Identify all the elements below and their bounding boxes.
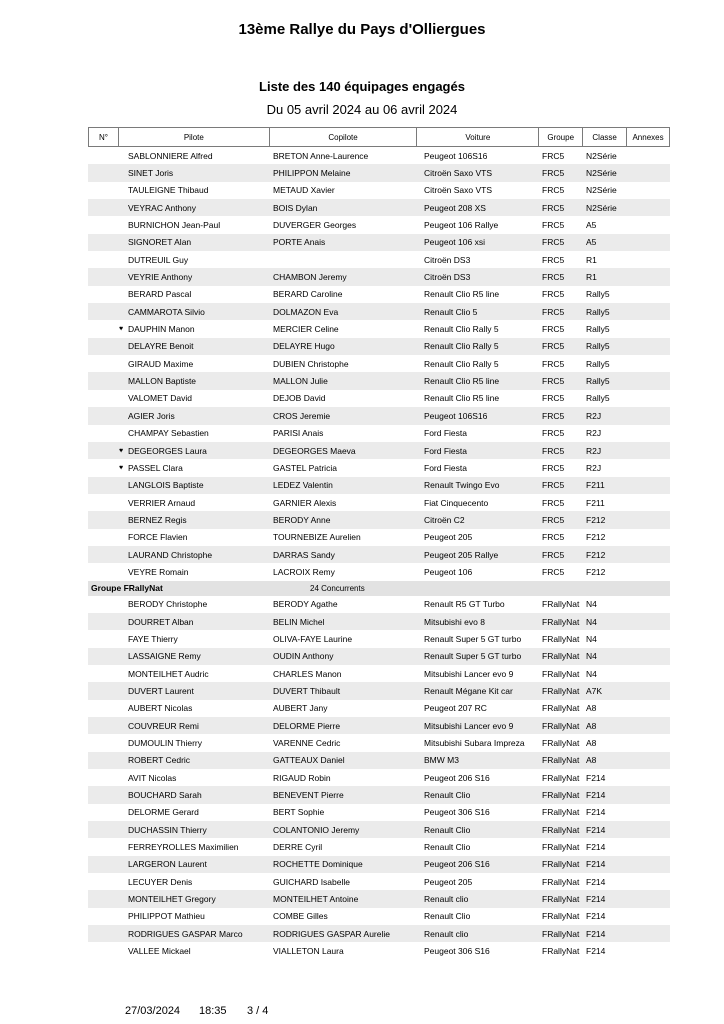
- cell-classe: R1: [586, 254, 597, 265]
- cell-groupe: FRallyNat: [542, 633, 580, 644]
- group-label: Groupe FRallyNat: [91, 583, 163, 594]
- table-row: [88, 596, 670, 613]
- cell-voiture: Peugeot 106S16: [424, 410, 488, 421]
- table-row: [88, 234, 670, 251]
- cell-voiture: Citroën DS3: [424, 272, 471, 283]
- cell-pilote: AUBERT Nicolas: [128, 703, 193, 714]
- cell-classe: F214: [586, 894, 606, 905]
- cell-copilote: COMBE Gilles: [273, 911, 328, 922]
- cell-classe: A8: [586, 720, 597, 731]
- cell-pilote: ♥ DAUPHIN Manon: [119, 324, 195, 335]
- cell-voiture: Mitsubishi Lancer evo 9: [424, 720, 514, 731]
- group-competitor-count: 24 Concurrents: [310, 583, 365, 593]
- cell-pilote: ROBERT Cedric: [128, 755, 191, 766]
- cell-pilote: FERREYROLLES Maximilien: [128, 842, 239, 853]
- cell-copilote: RODRIGUES GASPAR Aurelie: [273, 928, 390, 939]
- table-row: [88, 182, 670, 199]
- cell-voiture: Ford Fiesta: [424, 428, 467, 439]
- cell-classe: F211: [586, 497, 605, 508]
- cell-groupe: FRallyNat: [542, 755, 580, 766]
- table-row: [88, 890, 670, 907]
- table-row: [88, 338, 670, 355]
- column-header-classe: Classe: [582, 128, 626, 146]
- cell-pilote: SIGNORET Alan: [128, 237, 192, 248]
- cell-classe: Rally5: [586, 376, 610, 387]
- cell-voiture: Renault Clio R5 line: [424, 376, 500, 387]
- cell-copilote: GARNIER Alexis: [273, 497, 337, 508]
- table-row: [88, 873, 670, 890]
- cell-classe: N4: [586, 668, 597, 679]
- cell-groupe: FRC5: [542, 497, 565, 508]
- cell-classe: A5: [586, 237, 597, 248]
- cell-voiture: Renault Clio: [424, 790, 471, 801]
- cell-voiture: Peugeot 207 RC: [424, 703, 487, 714]
- cell-classe: Rally5: [586, 393, 610, 404]
- cell-copilote: TOURNEBIZE Aurelien: [273, 532, 361, 543]
- cell-pilote: COUVREUR Remi: [128, 720, 199, 731]
- cell-copilote: DEJOB David: [273, 393, 326, 404]
- table-row: [88, 665, 670, 682]
- cell-groupe: FRallyNat: [542, 842, 580, 853]
- table-row: [88, 425, 670, 442]
- cell-classe: F212: [586, 532, 606, 543]
- female-heart-icon: ♥: [119, 325, 124, 333]
- cell-classe: R2J: [586, 462, 602, 473]
- cell-copilote: PHILIPPON Melaine: [273, 168, 351, 179]
- cell-copilote: COLANTONIO Jeremy: [273, 824, 360, 835]
- cell-copilote: MERCIER Celine: [273, 324, 339, 335]
- table-row: [88, 320, 670, 337]
- cell-classe: F214: [586, 772, 606, 783]
- table-row: [88, 216, 670, 233]
- cell-copilote: PARISI Anais: [273, 428, 324, 439]
- cell-groupe: FRC5: [542, 341, 565, 352]
- cell-voiture: Renault R5 GT Turbo: [424, 599, 505, 610]
- table-row: [88, 908, 670, 925]
- cell-voiture: Peugeot 106: [424, 566, 473, 577]
- cell-groupe: FRC5: [542, 410, 565, 421]
- cell-voiture: Citroën DS3: [424, 254, 471, 265]
- cell-voiture: Renault Super 5 GT turbo: [424, 651, 522, 662]
- cell-groupe: FRC5: [542, 514, 565, 525]
- cell-copilote: BERODY Agathe: [273, 599, 338, 610]
- column-header-annexes: Annexes: [626, 128, 669, 146]
- cell-classe: F214: [586, 807, 606, 818]
- cell-pilote: BERARD Pascal: [128, 289, 192, 300]
- cell-copilote: AUBERT Jany: [273, 703, 328, 714]
- cell-copilote: RIGAUD Robin: [273, 772, 331, 783]
- cell-classe: F212: [586, 549, 606, 560]
- cell-copilote: METAUD Xavier: [273, 185, 335, 196]
- cell-pilote: AGIER Joris: [128, 410, 175, 421]
- table-row: [88, 442, 670, 459]
- cell-groupe: FRC5: [542, 168, 565, 179]
- cell-groupe: FRallyNat: [542, 946, 580, 957]
- table-row: [88, 856, 670, 873]
- cell-groupe: FRC5: [542, 445, 565, 456]
- table-row: [88, 268, 670, 285]
- cell-copilote: DARRAS Sandy: [273, 549, 335, 560]
- cell-voiture: Mitsubishi Lancer evo 9: [424, 668, 514, 679]
- cell-classe: F214: [586, 911, 606, 922]
- cell-groupe: FRC5: [542, 254, 565, 265]
- cell-classe: N4: [586, 651, 597, 662]
- cell-copilote: DELAYRE Hugo: [273, 341, 335, 352]
- cell-pilote: FAYE Thierry: [128, 633, 178, 644]
- cell-pilote: BERODY Christophe: [128, 599, 208, 610]
- cell-groupe: FRC5: [542, 549, 565, 560]
- cell-voiture: Peugeot 208 XS: [424, 202, 486, 213]
- table-row: [88, 821, 670, 838]
- table-row: [88, 648, 670, 665]
- cell-classe: F214: [586, 842, 606, 853]
- cell-copilote: DUBIEN Christophe: [273, 358, 349, 369]
- cell-classe: N2Série: [586, 168, 617, 179]
- cell-copilote: GASTEL Patricia: [273, 462, 337, 473]
- table-row: [88, 838, 670, 855]
- cell-pilote: TAULEIGNE Thibaud: [128, 185, 209, 196]
- cell-groupe: FRC5: [542, 376, 565, 387]
- cell-classe: N2Série: [586, 150, 617, 161]
- cell-classe: Rally5: [586, 324, 610, 335]
- cell-groupe: FRC5: [542, 220, 565, 231]
- cell-voiture: Ford Fiesta: [424, 445, 467, 456]
- cell-pilote: DELAYRE Benoit: [128, 341, 194, 352]
- cell-pilote: CAMMAROTA Silvio: [128, 306, 205, 317]
- cell-voiture: Fiat Cinquecento: [424, 497, 489, 508]
- cell-classe: N4: [586, 599, 597, 610]
- cell-classe: A7K: [586, 685, 603, 696]
- cell-pilote: LASSAIGNE Remy: [128, 651, 201, 662]
- table-row: [88, 752, 670, 769]
- cell-groupe: FRallyNat: [542, 790, 580, 801]
- cell-classe: N2Série: [586, 202, 617, 213]
- cell-classe: F214: [586, 928, 606, 939]
- cell-groupe: FRC5: [542, 306, 565, 317]
- cell-classe: F214: [586, 859, 606, 870]
- cell-copilote: ROCHETTE Dominique: [273, 859, 363, 870]
- cell-pilote: VEYRE Romain: [128, 566, 189, 577]
- cell-voiture: Peugeot 206 S16: [424, 859, 490, 870]
- cell-copilote: DELORME Pierre: [273, 720, 341, 731]
- table-row: [88, 925, 670, 942]
- page-footer: [0, 1005, 724, 1019]
- cell-pilote: GIRAUD Maxime: [128, 358, 194, 369]
- cell-pilote: VEYRIE Anthony: [128, 272, 193, 283]
- cell-groupe: FRC5: [542, 289, 565, 300]
- cell-classe: A5: [586, 220, 597, 231]
- cell-groupe: FRC5: [542, 272, 565, 283]
- cell-groupe: FRC5: [542, 358, 565, 369]
- cell-pilote: DUCHASSIN Thierry: [128, 824, 207, 835]
- table-header-row: [88, 127, 670, 147]
- cell-copilote: DUVERGER Georges: [273, 220, 357, 231]
- cell-voiture: Renault Clio: [424, 911, 471, 922]
- cell-classe: R1: [586, 272, 597, 283]
- cell-pilote: ♥ DEGEORGES Laura: [119, 445, 207, 456]
- cell-copilote: LEDEZ Valentin: [273, 480, 333, 491]
- cell-voiture: Citroën Saxo VTS: [424, 185, 493, 196]
- cell-classe: Rally5: [586, 289, 610, 300]
- cell-classe: R2J: [586, 445, 602, 456]
- table-row: [88, 613, 670, 630]
- cell-voiture: Peugeot 106S16: [424, 150, 488, 161]
- column-header-groupe: Groupe: [538, 128, 582, 146]
- cell-voiture: Peugeot 106 xsi: [424, 237, 485, 248]
- cell-copilote: DOLMAZON Eva: [273, 306, 339, 317]
- cell-voiture: Renault Clio: [424, 842, 471, 853]
- cell-classe: N4: [586, 616, 597, 627]
- cell-voiture: Ford Fiesta: [424, 462, 467, 473]
- table-row: [88, 390, 670, 407]
- cell-pilote: DUMOULIN Thierry: [128, 738, 202, 749]
- column-header-copilote: Copilote: [269, 128, 417, 146]
- cell-groupe: FRallyNat: [542, 668, 580, 679]
- cell-pilote: VEYRAC Anthony: [128, 202, 197, 213]
- entry-list-subtitle: Liste des 140 équipages engagés: [259, 79, 465, 94]
- cell-voiture: Renault Twingo Evo: [424, 480, 500, 491]
- cell-voiture: Renault Clio R5 line: [424, 289, 500, 300]
- cell-copilote: CHARLES Manon: [273, 668, 342, 679]
- table-row: [88, 459, 670, 476]
- cell-voiture: Renault Clio R5 line: [424, 393, 500, 404]
- table-row: [88, 546, 670, 563]
- table-row: [88, 529, 670, 546]
- cell-voiture: Renault Super 5 GT turbo: [424, 633, 522, 644]
- cell-voiture: Peugeot 205: [424, 876, 473, 887]
- cell-classe: N4: [586, 633, 597, 644]
- cell-pilote: MALLON Baptiste: [128, 376, 197, 387]
- cell-classe: Rally5: [586, 306, 610, 317]
- table-row: [88, 372, 670, 389]
- cell-classe: Rally5: [586, 341, 610, 352]
- table-row: [88, 630, 670, 647]
- table-row: [88, 147, 670, 164]
- table-row: [88, 682, 670, 699]
- cell-copilote: BERT Sophie: [273, 807, 325, 818]
- cell-voiture: Peugeot 106 Rallye: [424, 220, 499, 231]
- table-row: [88, 494, 670, 511]
- table-row: [88, 511, 670, 528]
- cell-classe: N2Série: [586, 185, 617, 196]
- cell-classe: F214: [586, 790, 606, 801]
- table-row: [88, 286, 670, 303]
- cell-copilote: CHAMBON Jeremy: [273, 272, 347, 283]
- group-header-row: [88, 581, 670, 596]
- table-row: [88, 355, 670, 372]
- table-body: [88, 147, 670, 960]
- cell-groupe: FRallyNat: [542, 894, 580, 905]
- cell-voiture: Renault Clio Rally 5: [424, 324, 499, 335]
- cell-pilote: DUTREUIL Guy: [128, 254, 189, 265]
- cell-pilote: BOUCHARD Sarah: [128, 790, 202, 801]
- cell-pilote: DOURRET Alban: [128, 616, 194, 627]
- cell-pilote: SINET Joris: [128, 168, 174, 179]
- cell-copilote: BELIN Michel: [273, 616, 325, 627]
- cell-pilote: MONTEILHET Audric: [128, 668, 209, 679]
- cell-voiture: Peugeot 206 S16: [424, 772, 490, 783]
- cell-copilote: OLIVA-FAYE Laurine: [273, 633, 353, 644]
- cell-copilote: GATTEAUX Daniel: [273, 755, 345, 766]
- cell-pilote: PHILIPPOT Mathieu: [128, 911, 205, 922]
- cell-groupe: FRallyNat: [542, 703, 580, 714]
- cell-pilote: DUVERT Laurent: [128, 685, 194, 696]
- cell-groupe: FRC5: [542, 566, 565, 577]
- table-row: [88, 769, 670, 786]
- cell-classe: F212: [586, 566, 606, 577]
- cell-pilote: RODRIGUES GASPAR Marco: [128, 928, 243, 939]
- cell-pilote: CHAMPAY Sebastien: [128, 428, 209, 439]
- cell-pilote: MONTEILHET Gregory: [128, 894, 216, 905]
- cell-voiture: Renault Clio 5: [424, 306, 478, 317]
- cell-groupe: FRallyNat: [542, 720, 580, 731]
- cell-voiture: BMW M3: [424, 755, 459, 766]
- table-row: [88, 942, 670, 959]
- cell-groupe: FRallyNat: [542, 911, 580, 922]
- cell-voiture: Renault clio: [424, 928, 469, 939]
- cell-copilote: VARENNE Cedric: [273, 738, 341, 749]
- cell-voiture: Mitsubishi Subara Impreza: [424, 738, 525, 749]
- table-row: [88, 786, 670, 803]
- cell-classe: R2J: [586, 428, 602, 439]
- footer-page-number: 3 / 4: [247, 1005, 269, 1017]
- cell-groupe: FRC5: [542, 202, 565, 213]
- cell-groupe: FRC5: [542, 393, 565, 404]
- cell-copilote: PORTE Anais: [273, 237, 326, 248]
- cell-voiture: Renault clio: [424, 894, 469, 905]
- cell-pilote: LAURAND Christophe: [128, 549, 213, 560]
- cell-groupe: FRC5: [542, 324, 565, 335]
- cell-voiture: Renault Clio Rally 5: [424, 341, 499, 352]
- cell-voiture: Peugeot 306 S16: [424, 946, 490, 957]
- cell-voiture: Peugeot 306 S16: [424, 807, 490, 818]
- cell-copilote: VIALLETON Laura: [273, 946, 344, 957]
- female-heart-icon: ♥: [119, 464, 124, 472]
- table-row: [88, 407, 670, 424]
- cell-pilote: LANGLOIS Baptiste: [128, 480, 204, 491]
- cell-voiture: Mitsubishi evo 8: [424, 616, 485, 627]
- column-header-voiture: Voiture: [416, 128, 538, 146]
- cell-copilote: CROS Jeremie: [273, 410, 331, 421]
- cell-classe: Rally5: [586, 358, 610, 369]
- event-date-range: Du 05 avril 2024 au 06 avril 2024: [266, 102, 458, 117]
- cell-groupe: FRallyNat: [542, 807, 580, 818]
- cell-classe: A8: [586, 703, 597, 714]
- cell-copilote: MALLON Julie: [273, 376, 328, 387]
- cell-pilote: LECUYER Denis: [128, 876, 193, 887]
- cell-groupe: FRallyNat: [542, 616, 580, 627]
- cell-groupe: FRallyNat: [542, 738, 580, 749]
- cell-voiture: Peugeot 205 Rallye: [424, 549, 499, 560]
- cell-voiture: Renault Mégane Kit car: [424, 685, 513, 696]
- cell-pilote: ♥ PASSEL Clara: [119, 462, 183, 473]
- cell-copilote: OUDIN Anthony: [273, 651, 334, 662]
- cell-pilote: VALLEE Mickael: [128, 946, 191, 957]
- cell-copilote: DEGEORGES Maeva: [273, 445, 356, 456]
- cell-groupe: FRC5: [542, 237, 565, 248]
- cell-classe: F214: [586, 824, 606, 835]
- cell-pilote: BERNEZ Regis: [128, 514, 187, 525]
- footer-print-time: 18:35: [199, 1005, 227, 1017]
- column-header-pilote: Pilote: [118, 128, 269, 146]
- cell-groupe: FRallyNat: [542, 876, 580, 887]
- cell-copilote: BENEVENT Pierre: [273, 790, 344, 801]
- cell-groupe: FRC5: [542, 532, 565, 543]
- cell-pilote: FORCE Flavien: [128, 532, 188, 543]
- cell-groupe: FRallyNat: [542, 685, 580, 696]
- cell-copilote: GUICHARD Isabelle: [273, 876, 350, 887]
- cell-groupe: FRallyNat: [542, 928, 580, 939]
- cell-copilote: BERARD Caroline: [273, 289, 343, 300]
- cell-voiture: Renault Clio Rally 5: [424, 358, 499, 369]
- cell-pilote: DELORME Gerard: [128, 807, 199, 818]
- cell-groupe: FRallyNat: [542, 859, 580, 870]
- cell-classe: F214: [586, 876, 606, 887]
- cell-groupe: FRC5: [542, 462, 565, 473]
- cell-copilote: LACROIX Remy: [273, 566, 335, 577]
- cell-copilote: BRETON Anne-Laurence: [273, 150, 369, 161]
- cell-voiture: Renault Clio: [424, 824, 471, 835]
- table-row: [88, 477, 670, 494]
- cell-copilote: BOIS Dylan: [273, 202, 318, 213]
- cell-pilote: LARGERON Laurent: [128, 859, 207, 870]
- cell-classe: A8: [586, 755, 597, 766]
- cell-groupe: FRallyNat: [542, 772, 580, 783]
- cell-classe: R2J: [586, 410, 602, 421]
- cell-groupe: FRallyNat: [542, 824, 580, 835]
- cell-classe: A8: [586, 738, 597, 749]
- cell-classe: F211: [586, 480, 605, 491]
- table-row: [88, 303, 670, 320]
- table-row: [88, 717, 670, 734]
- female-heart-icon: ♥: [119, 447, 124, 455]
- cell-pilote: AVIT Nicolas: [128, 772, 177, 783]
- table-row: [88, 734, 670, 751]
- cell-voiture: Citroën Saxo VTS: [424, 168, 493, 179]
- table-row: [88, 563, 670, 580]
- cell-groupe: FRallyNat: [542, 599, 580, 610]
- cell-groupe: FRC5: [542, 185, 565, 196]
- cell-copilote: BERODY Anne: [273, 514, 331, 525]
- cell-pilote: VALOMET David: [128, 393, 192, 404]
- footer-print-date: 27/03/2024: [125, 1005, 181, 1017]
- table-row: [88, 199, 670, 216]
- table-row: [88, 251, 670, 268]
- cell-classe: F212: [586, 514, 606, 525]
- cell-copilote: MONTEILHET Antoine: [273, 894, 359, 905]
- cell-copilote: DUVERT Thibault: [273, 685, 341, 696]
- cell-classe: F214: [586, 946, 606, 957]
- entry-list-table: [88, 127, 670, 960]
- cell-pilote: SABLONNIERE Alfred: [128, 150, 213, 161]
- cell-voiture: Citroën C2: [424, 514, 465, 525]
- table-row: [88, 700, 670, 717]
- cell-copilote: DERRE Cyril: [273, 842, 323, 853]
- cell-voiture: Peugeot 205: [424, 532, 473, 543]
- cell-groupe: FRallyNat: [542, 651, 580, 662]
- page-title: 13ème Rallye du Pays d'Olliergues: [238, 21, 486, 38]
- column-header-n: N°: [88, 128, 118, 146]
- cell-groupe: FRC5: [542, 150, 565, 161]
- cell-pilote: BURNICHON Jean-Paul: [128, 220, 221, 231]
- cell-pilote: VERRIER Arnaud: [128, 497, 196, 508]
- cell-groupe: FRC5: [542, 480, 565, 491]
- cell-groupe: FRC5: [542, 428, 565, 439]
- table-row: [88, 804, 670, 821]
- table-row: [88, 164, 670, 181]
